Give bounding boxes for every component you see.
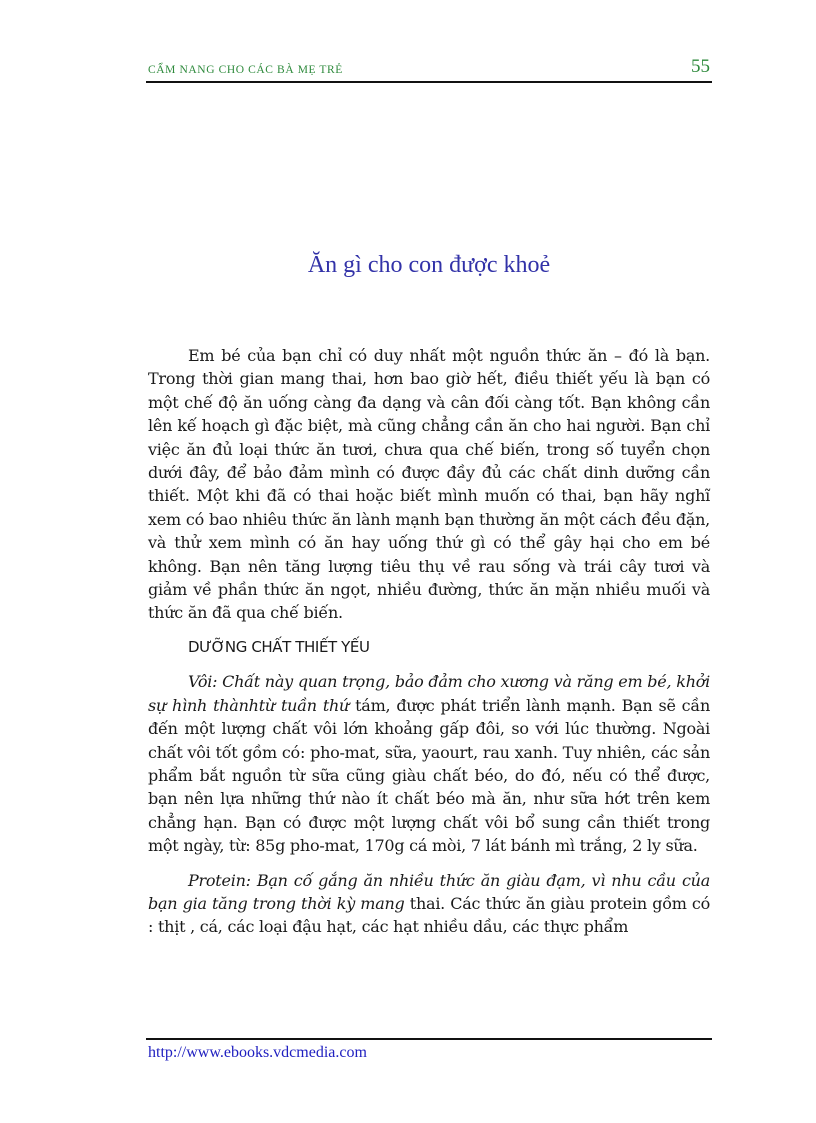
footer-rule: [146, 1038, 712, 1040]
page-number: 55: [691, 56, 710, 77]
protein-text: thai. Các thức ăn giàu protein gồm có : thịt , cá, các loại đậu hạt, các hạt nhiều dầu, các thực phẩm: [148, 893, 710, 937]
running-header-title: CẨM NANG CHO CÁC BÀ MẸ TRẺ: [148, 64, 343, 76]
body-text: [148, 344, 710, 939]
protein-italic-text: Protein: Bạn cố gắng ăn nhiều thức ăn giàu đạm, vì nhu cầu của bạn gia tăng trong thời kỳ mang: [148, 870, 710, 913]
section-heading: DƯỠNG CHẤT THIẾT YẾU: [188, 637, 370, 656]
calcium-paragraph: [148, 670, 710, 857]
calcium-text: tám, được phát triển lành mạnh. Bạn sẽ cần đến một lượng chất vôi lớn khoảng gấp đôi, so với lúc thường. Ngoài chất vôi tốt gồm có: pho-mat, sữa, yaourt, rau xanh. Tuy nhiên, các sản phẩm bắt nguồn từ sữa cũng giàu chất béo, do đó, nếu có thể được, bạn nên lựa những thứ nào ít chất béo mà ăn, như sữa hớt trên kem chẳng hạn. Bạn có được một lượng chất vôi bổ sung cần thiết trong một ngày, từ: 85g pho-mat, 170g cá mòi, 7 lát bánh mì trắng, 2 ly sữa.: [148, 695, 710, 856]
chapter-title: Ăn gì cho con được khoẻ: [307, 252, 551, 278]
calcium-italic-text: Vôi: Chất này quan trọng, bảo đảm cho xương và răng em bé, khởi sự hình thànhtừ tuần thứ: [148, 672, 710, 715]
header-rule: [146, 81, 712, 83]
protein-paragraph: [148, 869, 710, 939]
footer-link[interactable]: http://www.ebooks.vdcmedia.com: [148, 1044, 367, 1061]
intro-paragraph: Em bé của bạn chỉ có duy nhất một nguồn thức ăn – đó là bạn. Trong thời gian mang thai, hơn bao giờ hết, điều thiết yếu là bạn có một chế độ ăn uống càng đa dạng và cân đối càng tốt. Bạn không cần lên kế hoạch gì đặc biệt, mà cũng chẳng cần ăn cho hai người. Bạn chỉ việc ăn đủ loại thức ăn tươi, chưa qua chế biến, trong số tuyển chọn dưới đây, để bảo đảm mình có được đầy đủ các chất dinh dưỡng cần thiết. Một khi đã có thai hoặc biết mình muốn có thai, bạn hãy nghĩ xem có bao nhiêu thức ăn lành mạnh bạn thường ăn một cách đều đặn, và thử xem mình có ăn hay uống thứ gì có thể gây hại cho em bé không. Bạn nên tăng lượng tiêu thụ về rau sống và trái cây tươi và giảm về phần thức ăn ngọt, nhiều đường, thức ăn mặn nhiều muối và thức ăn đã qua chế biến.: [148, 346, 710, 623]
